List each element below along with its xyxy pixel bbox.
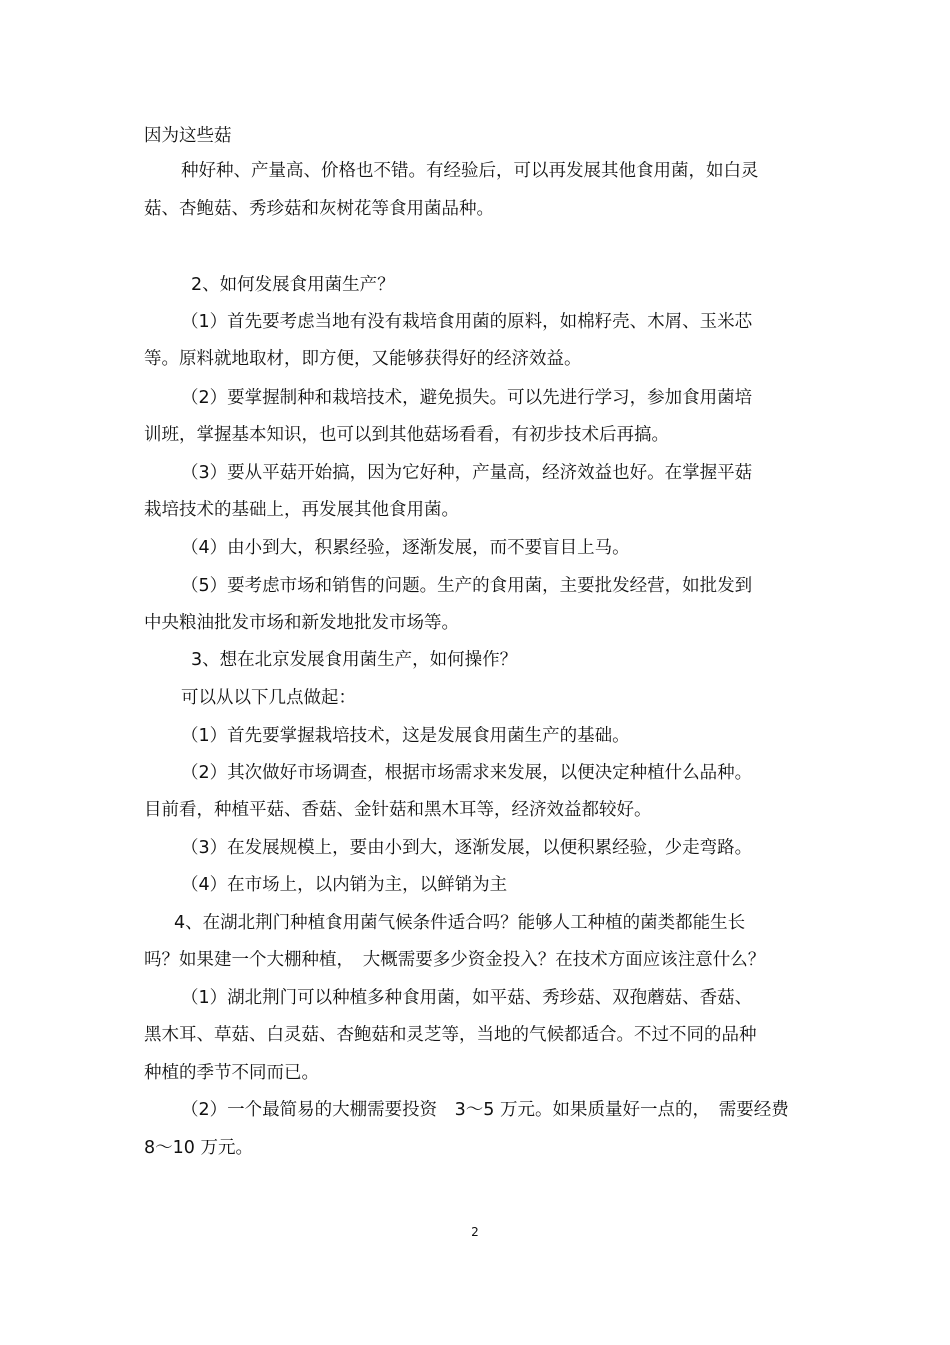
section-heading: 4、在湖北荆门种植食用菌气候条件适合吗？能够人工种植的菌类都能生长 — [174, 913, 746, 933]
text-line: 黑木耳、草菇、白灵菇、杏鲍菇和灵芝等，当地的气候都适合。不过不同的品种 — [144, 1025, 757, 1045]
text-line: （5）要考虑市场和销售的问题。生产的食用菌，主要批发经营，如批发到 — [181, 576, 753, 596]
text-line: 种植的季节不同而已。 — [144, 1063, 319, 1083]
section-heading: 2、如何发展食用菌生产？ — [191, 275, 395, 295]
text-line: 等。原料就地取材，即方便，又能够获得好的经济效益。 — [144, 349, 582, 369]
text-line: （1）湖北荆门可以种植多种食用菌，如平菇、秀珍菇、双孢蘑菇、香菇、 — [181, 988, 753, 1008]
text-line: （1）首先要掌握栽培技术，这是发展食用菌生产的基础。 — [181, 726, 630, 746]
text-line: （2）要掌握制种和栽培技术，避免损失。可以先进行学习，参加食用菌培 — [181, 388, 753, 408]
text-line: （3）要从平菇开始搞，因为它好种，产量高，经济效益也好。在掌握平菇 — [181, 463, 753, 483]
text-line: （2）一个最简易的大棚需要投资 3～5 万元。如果质量好一点的， 需要经费 — [181, 1100, 789, 1120]
page-number: 2 — [471, 1225, 479, 1239]
text-line: 栽培技术的基础上，再发展其他食用菌。 — [144, 500, 459, 520]
text-line: 吗？如果建一个大棚种植， 大概需要多少资金投入？在技术方面应该注意什么？ — [144, 950, 766, 970]
text-line: 8～10 万元。 — [144, 1138, 253, 1158]
text-line: （2）其次做好市场调查，根据市场需求来发展，以便决定种植什么品种。 — [181, 763, 753, 783]
text-line: 中央粮油批发市场和新发地批发市场等。 — [144, 613, 459, 633]
text-line: （3）在发展规模上，要由小到大，逐渐发展，以便积累经验，少走弯路。 — [181, 838, 753, 858]
text-line: （4）由小到大，积累经验，逐渐发展，而不要盲目上马。 — [181, 538, 630, 558]
text-line: 目前看，种植平菇、香菇、金针菇和黑木耳等，经济效益都较好。 — [144, 800, 652, 820]
section-heading: 3、想在北京发展食用菌生产，如何操作？ — [191, 650, 518, 670]
text-line: （1）首先要考虑当地有没有栽培食用菌的原料，如棉籽壳、木屑、玉米芯 — [181, 312, 753, 332]
text-line: 训班，掌握基本知识，也可以到其他菇场看看，有初步技术后再搞。 — [144, 425, 669, 445]
text-line: （4）在市场上，以内销为主，以鲜销为主 — [181, 875, 508, 895]
text-line: 种好种、产量高、价格也不错。有经验后，可以再发展其他食用菌，如白灵 — [181, 161, 759, 181]
text-line: 可以从以下几点做起： — [181, 688, 356, 708]
text-line: 因为这些菇 — [144, 126, 232, 146]
text-line: 菇、杏鲍菇、秀珍菇和灰树花等食用菌品种。 — [144, 199, 494, 219]
